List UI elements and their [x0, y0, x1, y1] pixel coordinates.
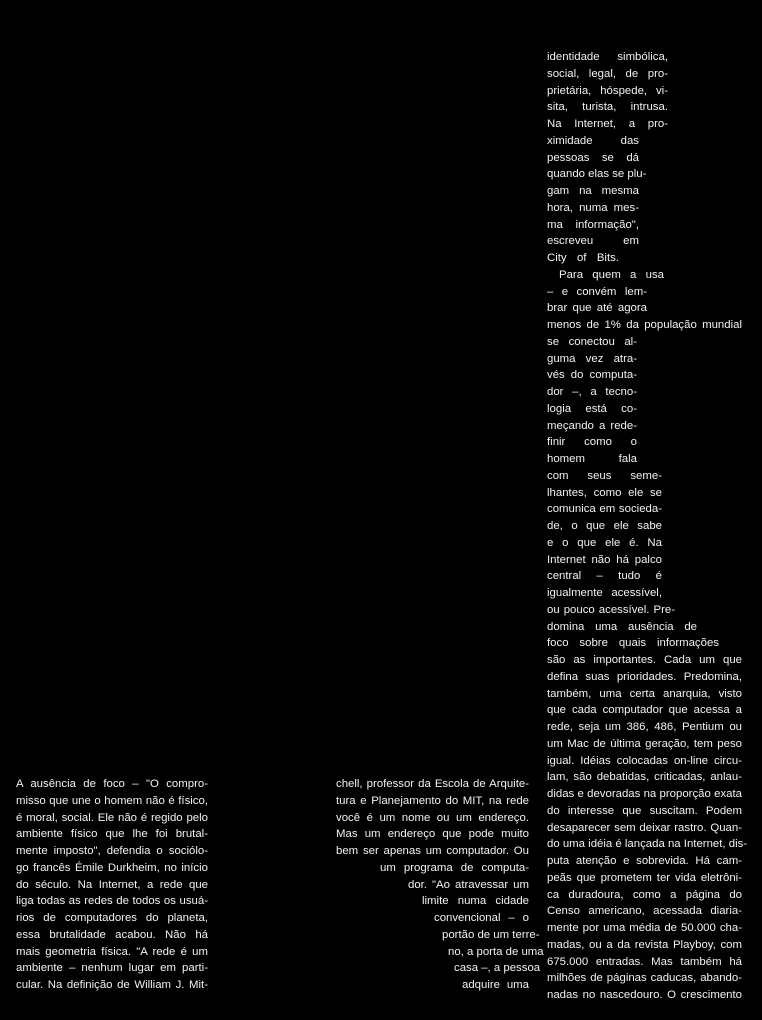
text-line: tura e Planejamento do MIT, na rede	[336, 794, 529, 807]
text-line: do uma idéia é lançada na Internet, dis-	[547, 838, 748, 851]
text-line: foco sobre quais informações	[547, 637, 719, 650]
text-line: é moral, social. Ele não é regido pelo	[16, 811, 208, 824]
text-line: guma vez atra-	[547, 352, 637, 365]
text-line: adquire uma	[462, 979, 529, 991]
text-line: rios de computadores do planeta,	[16, 912, 208, 924]
text-line: com seus seme-	[547, 469, 662, 482]
text-line: ximidade das	[547, 134, 639, 147]
text-line: ambiente – nenhum lugar em parti-	[16, 962, 208, 975]
text-line: Na Internet, a pro-	[547, 118, 668, 130]
text-line: finir como o	[547, 436, 637, 449]
text-line: gam na mesma	[547, 185, 639, 197]
text-line: go francês Émile Durkheim, no início	[16, 861, 208, 874]
text-line: hora, numa mes-	[547, 201, 639, 214]
text-line: que cada computador que acessa a	[547, 704, 742, 717]
text-line: defina suas prioridades. Predomina,	[547, 670, 742, 683]
text-line: pessoas se dá	[547, 151, 639, 164]
text-line: mais geometria física. "A rede é um	[16, 945, 208, 958]
text-line: milhões de páginas caducas, abando-	[547, 972, 742, 985]
text-line: bem ser apenas um computador. Ou	[336, 845, 529, 857]
text-line: convencional – o	[434, 912, 529, 924]
text-line: Internet não há palco	[547, 553, 662, 566]
text-line: A ausência de foco – "O compro-	[16, 778, 208, 790]
text-line: dor. "Ao atravessar um	[408, 878, 529, 891]
text-line: portão de um terre-	[442, 928, 540, 941]
text-line: logia está co-	[547, 402, 637, 415]
text-line: rede, seja um 386, 486, Pentium ou	[547, 721, 742, 733]
text-line: são as importantes. Cada um que	[547, 654, 742, 666]
text-line: de, o que ele sabe	[547, 520, 662, 532]
text-line: prietária, hóspede, vi-	[547, 84, 668, 97]
text-line: desaparecer sem deixar rastro. Quan-	[547, 821, 742, 834]
text-line: lhantes, como ele se	[547, 486, 662, 499]
text-line: se conectou al-	[547, 335, 637, 348]
text-line: meçando a rede-	[547, 419, 637, 432]
text-line: central – tudo é	[547, 570, 662, 583]
text-line: chell, professor da Escola de Arquite-	[336, 778, 529, 790]
right-text-column	[547, 49, 748, 1004]
text-line: no, a porta de uma	[448, 945, 544, 958]
text-line: Para quem a usa	[559, 268, 664, 281]
text-line: ma informação",	[547, 218, 639, 231]
text-line: homem fala	[547, 453, 637, 465]
text-line: City of Bits.	[547, 252, 619, 264]
text-line: 675.000 entradas. Mas também há	[547, 955, 742, 968]
text-line: ou pouco acessível. Pre-	[547, 603, 675, 616]
text-line: também, uma certa anarquia, visto	[547, 687, 742, 700]
text-line: menos de 1% da população mundial	[547, 319, 742, 331]
text-line: Censo americano, acessada diaria-	[547, 905, 742, 918]
text-line: – e convém lem-	[547, 285, 647, 298]
left-text-column	[16, 776, 208, 994]
text-line: puta atenção e sobrevida. Há cam-	[547, 855, 742, 867]
text-line: um programa de computa-	[380, 861, 529, 874]
text-line: dor –, a tecno-	[547, 386, 637, 398]
text-line: do século. Na Internet, a rede que	[16, 878, 208, 891]
text-line: mente imposto", defendia o sociólo-	[16, 845, 208, 857]
text-line: brar que até agora	[547, 302, 647, 315]
text-line: mente por uma média de 50.000 cha-	[547, 922, 742, 934]
text-line: madas, ou a da revista Playboy, com	[547, 938, 742, 951]
text-line: limite numa cidade	[422, 895, 529, 908]
text-line: liga todas as redes de todos os usuá-	[16, 895, 208, 908]
text-line: nadas no nascedouro. O crescimento	[547, 989, 742, 1001]
text-line: misso que une o homem não é físico,	[16, 794, 208, 807]
text-line: você é um nome ou um endereço.	[336, 811, 529, 824]
text-line: didas e devoradas na proporção exata	[547, 788, 742, 800]
text-line: essa brutalidade acabou. Não há	[16, 928, 208, 941]
text-line: comunica em socieda-	[547, 503, 662, 516]
text-line: sita, turista, intrusa.	[547, 101, 668, 114]
text-line: social, legal, de pro-	[547, 67, 668, 80]
middle-text-column	[336, 776, 544, 994]
text-line: igualmente acessível,	[547, 587, 662, 599]
text-line: Mas um endereço que pode muito	[336, 828, 529, 841]
text-line: do interesse que suscitam. Podem	[547, 804, 742, 817]
text-line: lam, são debatidas, criticadas, anlau-	[547, 771, 742, 784]
text-line: vés do computa-	[547, 369, 637, 382]
text-line: igual. Idéias colocadas on-line circu-	[547, 754, 742, 767]
text-line: cular. Na definição de William J. Mit-	[16, 979, 208, 991]
text-line: um Mac de última geração, tem peso	[547, 737, 742, 750]
text-line: quando elas se plu-	[547, 168, 647, 181]
text-line: domina uma ausência de	[547, 620, 697, 633]
text-line: peãs que prometem ter vida eletrôni-	[547, 871, 742, 884]
text-line: ca duradoura, como a página do	[547, 888, 742, 901]
text-line: ambiente físico que lhe foi brutal-	[16, 828, 208, 841]
text-line: identidade simbólica,	[547, 51, 668, 63]
text-line: e o que ele é. Na	[547, 536, 662, 549]
text-line: casa –, a pessoa	[454, 962, 541, 975]
text-line: escreveu em	[547, 235, 639, 248]
